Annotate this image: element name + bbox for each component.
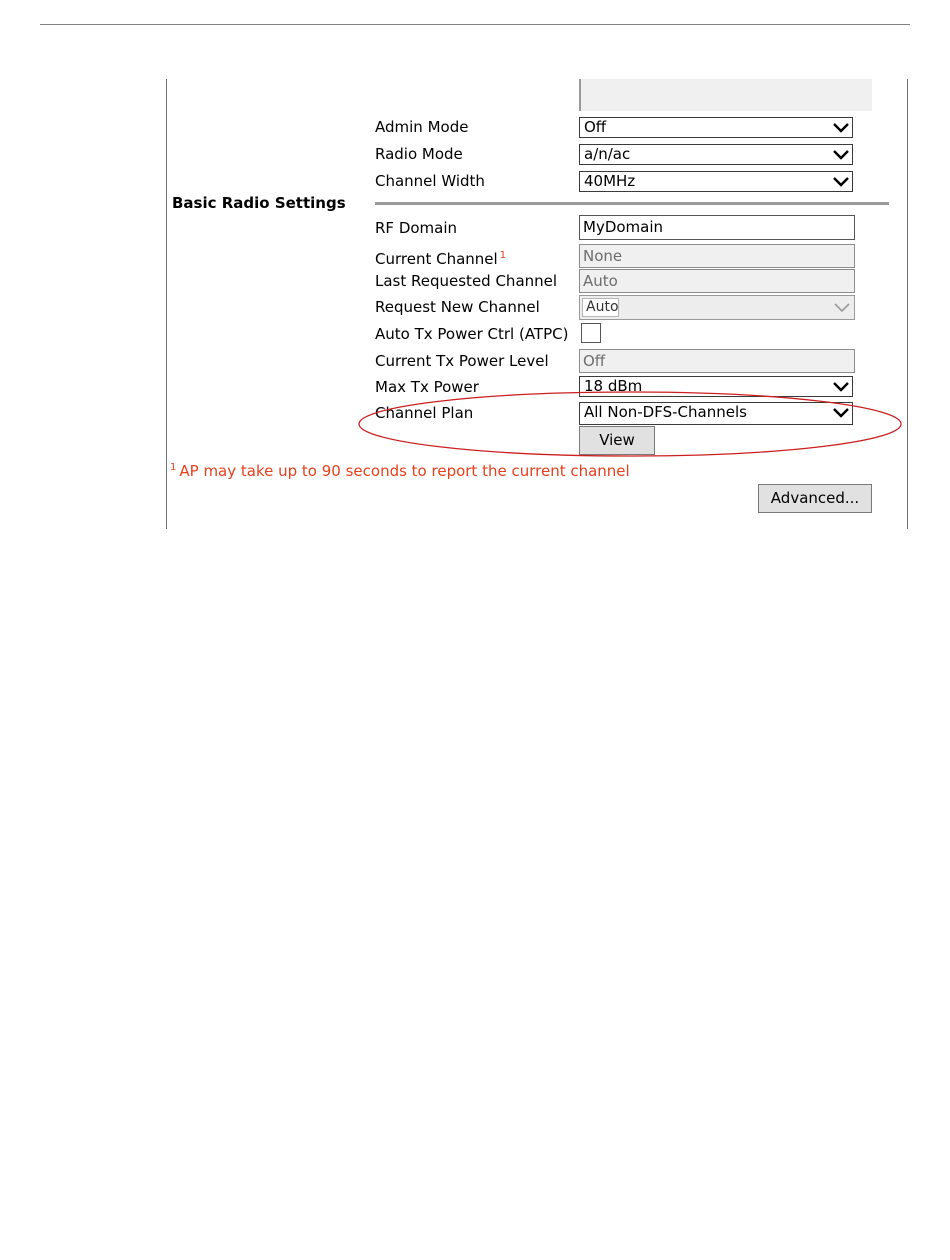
section-title: Basic Radio Settings (172, 194, 346, 212)
chevron-down-icon (832, 145, 850, 164)
request-new-channel-select (579, 295, 855, 320)
top-rule (40, 24, 910, 25)
max-tx-power-value: 18 dBm (584, 377, 643, 395)
channel-width-label: Channel Width (375, 172, 485, 190)
current-channel-label-text: Current Channel (375, 250, 498, 268)
admin-mode-select[interactable] (579, 117, 853, 138)
rf-domain-input[interactable]: MyDomain (579, 215, 855, 240)
radio-mode-label: Radio Mode (375, 145, 463, 163)
current-channel-field: None (579, 244, 855, 268)
section-divider (375, 202, 889, 205)
channel-width-select[interactable] (579, 171, 853, 192)
basic-radio-settings-panel (166, 79, 908, 529)
admin-mode-value: Off (584, 118, 607, 136)
admin-mode-label: Admin Mode (375, 118, 469, 136)
request-new-channel-value: Auto (582, 298, 619, 317)
max-tx-power-label: Max Tx Power (375, 378, 479, 396)
channel-plan-label: Channel Plan (375, 404, 474, 422)
previous-field-box (579, 79, 872, 111)
radio-mode-value: a/n/ac (584, 145, 631, 163)
current-tx-power-label: Current Tx Power Level (375, 352, 549, 370)
request-new-channel-label: Request New Channel (375, 298, 540, 316)
advanced-button[interactable]: Advanced... (758, 484, 872, 513)
footnote-text: AP may take up to 90 seconds to report the current channel (179, 462, 630, 480)
channel-plan-value: All Non-DFS-Channels (584, 403, 747, 421)
rf-domain-label: RF Domain (375, 219, 458, 237)
last-requested-channel-label: Last Requested Channel (375, 272, 558, 290)
chevron-down-icon (833, 298, 851, 317)
footnote-marker: 1 (499, 250, 507, 261)
channel-width-value: 40MHz (584, 172, 636, 190)
current-channel-label (375, 246, 506, 269)
last-requested-channel-field: Auto (579, 269, 855, 293)
highlight-ellipse-annotation (357, 390, 903, 458)
chevron-down-icon (832, 118, 850, 137)
atpc-label: Auto Tx Power Ctrl (ATPC) (375, 325, 569, 343)
footnote-number: 1 (170, 462, 177, 473)
radio-mode-select[interactable] (579, 144, 853, 165)
chevron-down-icon (832, 172, 850, 191)
view-button[interactable]: View (579, 426, 655, 455)
footnote (170, 462, 630, 480)
atpc-checkbox[interactable] (581, 323, 601, 343)
current-tx-power-field: Off (579, 349, 855, 373)
